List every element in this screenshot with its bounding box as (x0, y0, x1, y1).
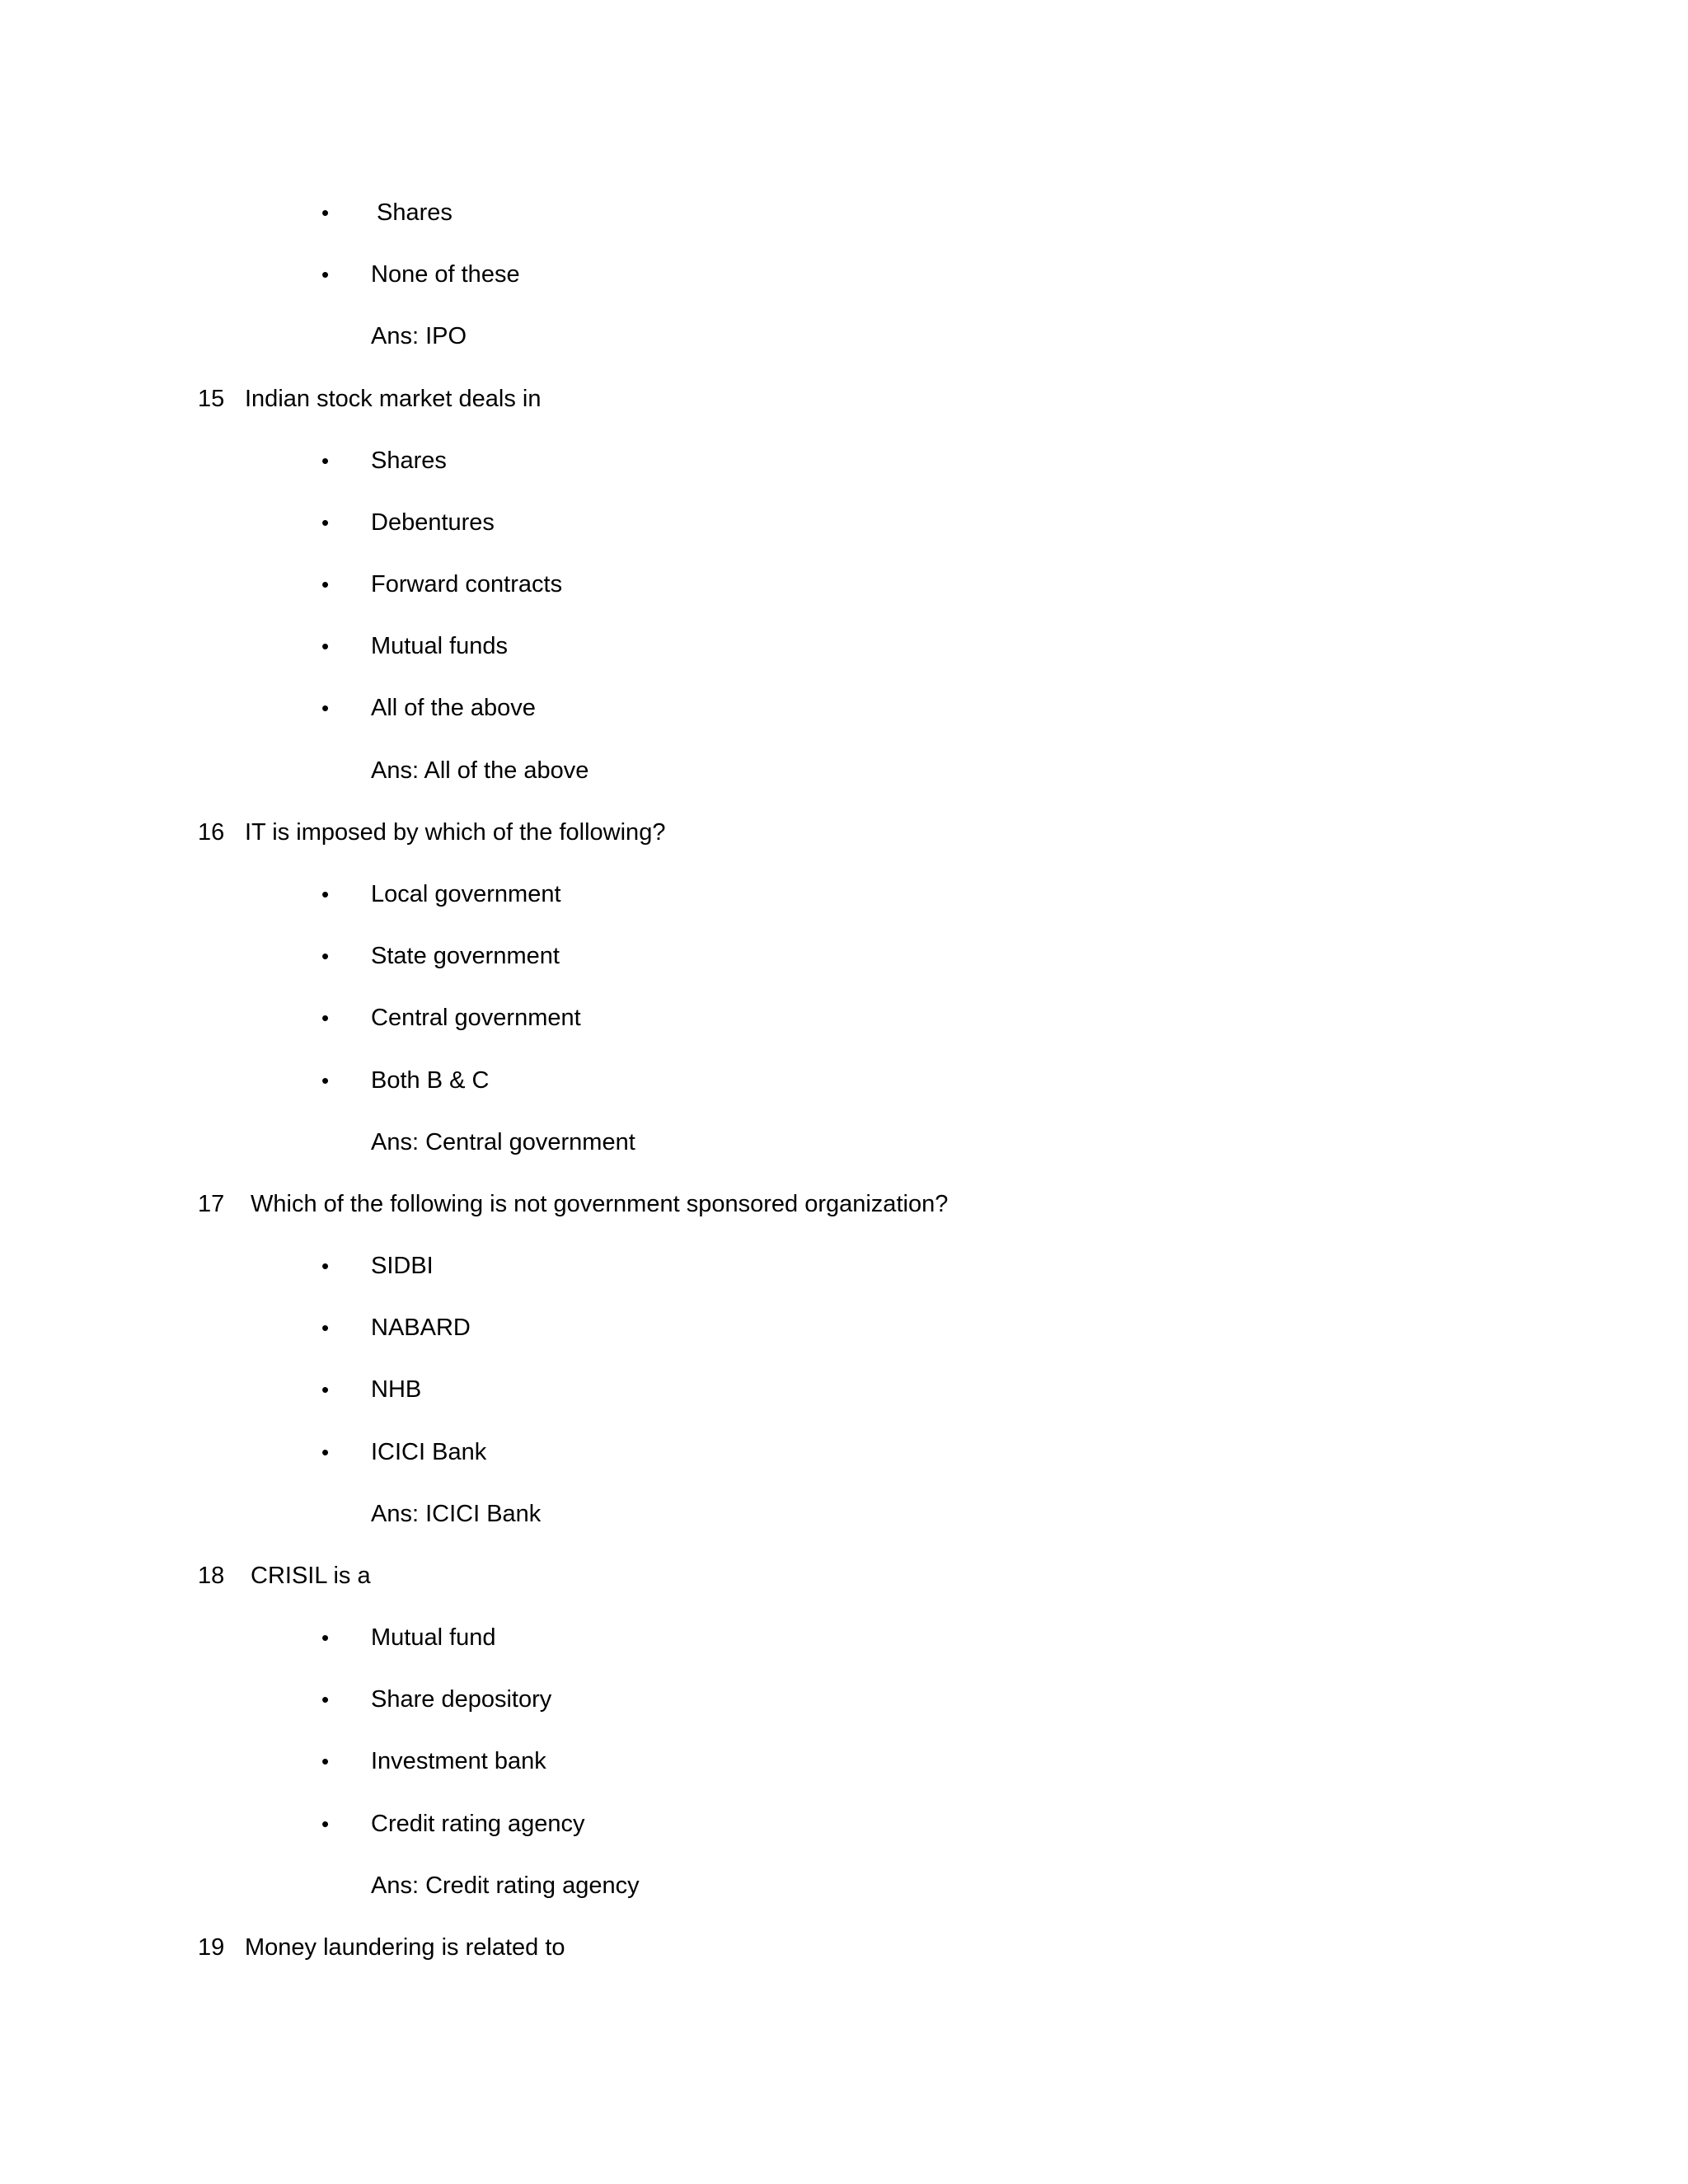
option-text: Both B & C (371, 1067, 490, 1094)
answer-text: Ans: ICICI Bank (371, 1501, 542, 1527)
bullet-icon: • (321, 634, 330, 658)
question-text: IT is imposed by which of the following? (245, 819, 666, 846)
bullet-icon: • (321, 1315, 330, 1340)
bullet-icon: • (321, 448, 330, 473)
bullet-icon: • (321, 262, 330, 287)
question-number: 17 (198, 1191, 225, 1217)
answer-text: Ans: All of the above (371, 757, 589, 784)
option-text: Share depository (371, 1686, 552, 1713)
option-text: Debentures (371, 509, 495, 536)
option-text: Mutual fund (371, 1624, 496, 1651)
option-text: Forward contracts (371, 571, 563, 598)
answer-text: Ans: Central government (371, 1129, 635, 1155)
bullet-icon: • (321, 1254, 330, 1278)
option-text: SIDBI (371, 1253, 434, 1279)
question-number: 15 (198, 386, 225, 412)
bullet-icon: • (321, 696, 330, 720)
option-text: ICICI Bank (371, 1439, 487, 1465)
question-text: Which of the following is not government sponsored organization? (251, 1191, 949, 1217)
bullet-icon: • (321, 200, 330, 225)
bullet-icon: • (321, 1811, 330, 1836)
bullet-icon: • (321, 882, 330, 907)
question-number: 16 (198, 819, 225, 846)
question-text: CRISIL is a (251, 1563, 371, 1589)
bullet-icon: • (321, 1005, 330, 1030)
option-text: Local government (371, 881, 561, 907)
question-text: Money laundering is related to (245, 1934, 565, 1961)
bullet-icon: • (321, 1068, 330, 1093)
bullet-icon: • (321, 1377, 330, 1402)
bullet-icon: • (321, 1749, 330, 1774)
option-text: Credit rating agency (371, 1811, 585, 1837)
option-text: Shares (371, 448, 447, 474)
option-text: Mutual funds (371, 633, 509, 659)
bullet-icon: • (321, 572, 330, 597)
bullet-icon: • (321, 1625, 330, 1650)
question-number: 19 (198, 1934, 225, 1961)
option-text: Shares (377, 199, 452, 226)
bullet-icon: • (321, 944, 330, 968)
option-text: NABARD (371, 1315, 471, 1341)
option-text: Investment bank (371, 1748, 546, 1774)
option-text: None of these (371, 261, 520, 288)
question-number: 18 (198, 1563, 225, 1589)
bullet-icon: • (321, 1687, 330, 1712)
bullet-icon: • (321, 1440, 330, 1465)
answer-text: Ans: Credit rating agency (371, 1872, 640, 1899)
option-text: NHB (371, 1376, 422, 1403)
bullet-icon: • (321, 510, 330, 535)
option-text: State government (371, 943, 560, 969)
answer-text: Ans: IPO (371, 323, 467, 349)
option-text: Central government (371, 1005, 581, 1031)
question-text: Indian stock market deals in (245, 386, 542, 412)
option-text: All of the above (371, 695, 536, 721)
